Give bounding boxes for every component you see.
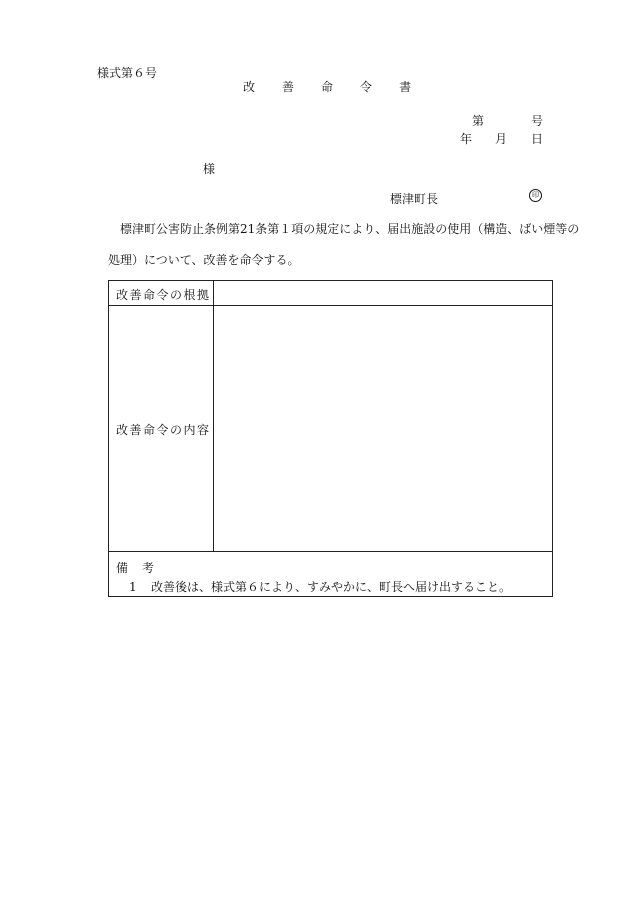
remarks-title-char: 備	[116, 561, 129, 575]
content-label: 改善命令の内容	[116, 423, 211, 437]
addressee-honorific: 様	[203, 162, 216, 176]
document-number-prefix: 第	[472, 114, 485, 128]
basis-label: 改善命令の根拠	[116, 288, 211, 302]
table-row-basis	[109, 281, 552, 306]
seal-icon: 印	[529, 189, 542, 202]
date-day-label: 日	[531, 132, 544, 146]
form-number: 様式第６号	[97, 66, 158, 80]
issuer-name: 標津町長	[390, 192, 439, 206]
content-value-field[interactable]	[215, 305, 552, 551]
date-month-label: 月	[495, 132, 508, 146]
content-label-cell	[109, 305, 214, 551]
title-char: 改	[243, 80, 256, 94]
basis-label-cell	[109, 281, 214, 305]
remarks-title-char: 考	[142, 561, 155, 575]
title-char: 令	[360, 80, 373, 94]
remarks-item-text: 改善後は、様式第６により、すみやかに、町長へ届け出すること。	[151, 580, 512, 594]
order-form-table	[108, 280, 553, 597]
remarks-title	[116, 559, 168, 576]
table-row-content	[109, 305, 552, 552]
body-text-line-1: 標津町公害防止条例第21条第１項の規定により、届出施設の使用（構造、ばい煙等の	[108, 222, 580, 236]
body-text-line-2: 処理）について、改善を命令する。	[108, 253, 300, 267]
remarks-item-number: 1	[129, 580, 137, 594]
document-title	[243, 78, 438, 95]
title-char: 善	[282, 80, 295, 94]
basis-value-field[interactable]	[215, 281, 552, 305]
table-row-remarks	[109, 552, 552, 597]
remarks-item	[129, 578, 511, 595]
document-number-suffix: 号	[531, 114, 544, 128]
title-char: 書	[399, 80, 412, 94]
title-char: 命	[321, 80, 334, 94]
date-year-label: 年	[460, 132, 473, 146]
